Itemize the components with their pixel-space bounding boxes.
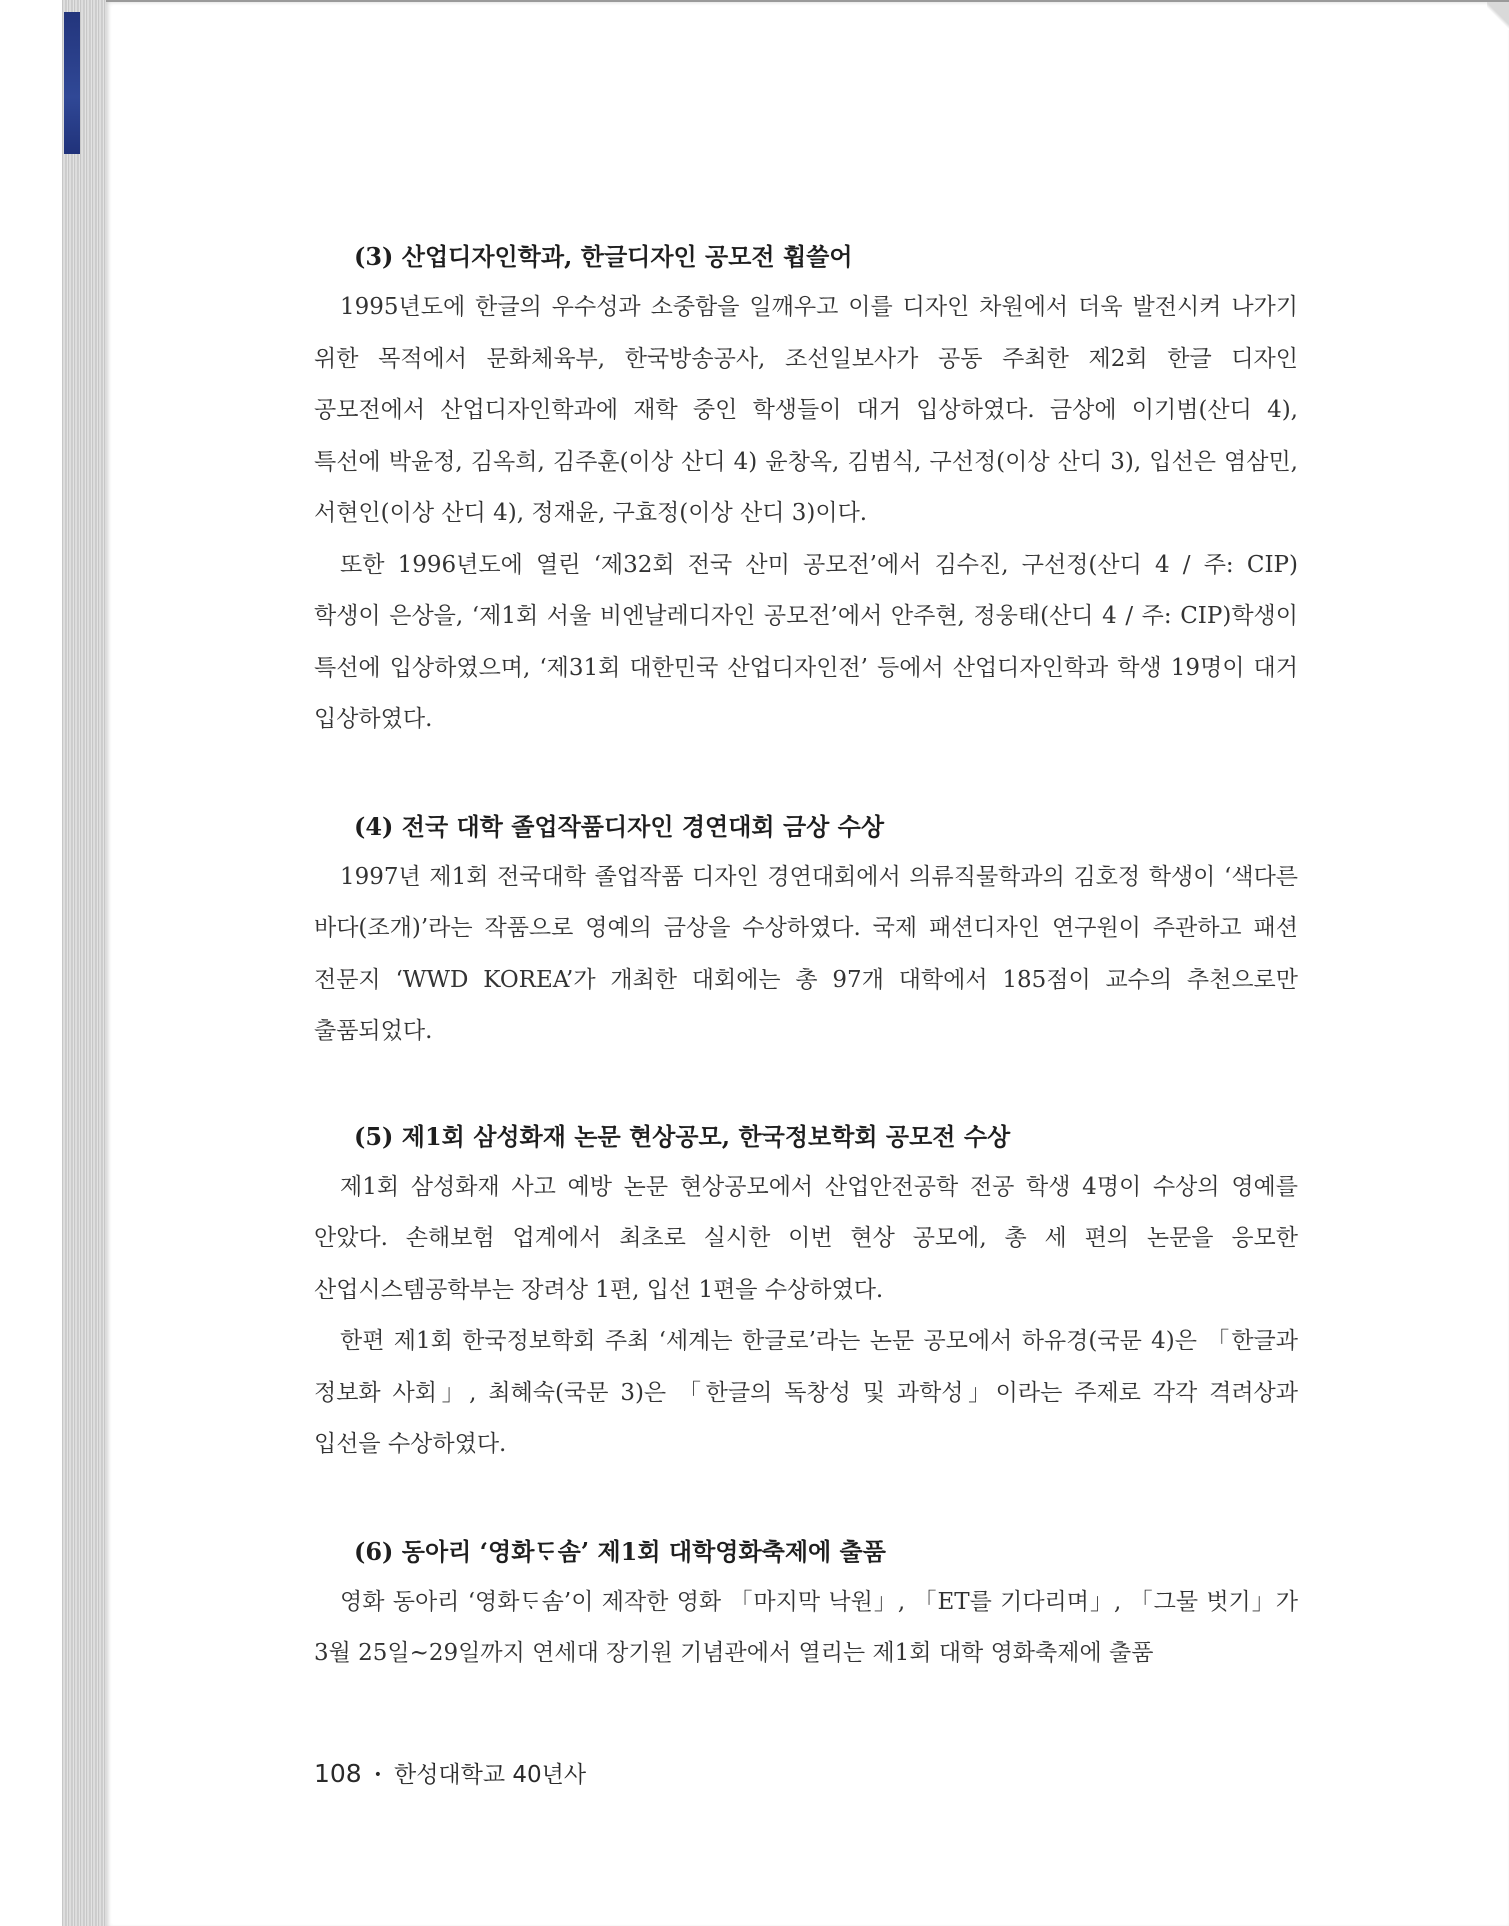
paragraph: 한편 제1회 한국정보학회 주최 ‘세계는 한글로’라는 논문 공모에서 하유경(국문 4)은 「한글과 정보화 사회」, 최혜숙(국문 3)은 「한글의 독창성 및 과학성」이라는 주제로 각각 격려상과 입선을 수상하였다. (314, 1328, 1298, 1457)
section-film-festival (314, 1527, 1298, 1680)
book-title: 한성대학교 40년사 (393, 1762, 587, 1788)
page-content (314, 232, 1298, 1680)
book-cover-edge (64, 12, 80, 154)
paragraph: 1995년도에 한글의 우수성과 소중함을 일깨우고 이를 디자인 차원에서 더욱 발전시켜 나가기 위한 목적에서 문화체육부, 한국방송공사, 조선일보사가 공동 주최한 제2회 한글 디자인 공모전에서 산업디자인학과에 재학 중인 학생들이 대거 입상하였다. 금상에 이기범(산디 4), 특선에 박윤정, 김옥희, 김주훈(이상 산디 4) 윤창옥, 김범식, 구선정(이상 산디 3), 입선은 염삼민, 서현인(이상 산디 4), 정재윤, 구효정(이상 산디 3)이다. (314, 294, 1298, 526)
section-thesis-contest-award (314, 1112, 1298, 1471)
footer-bullet: • (373, 1767, 382, 1783)
section-graduation-design-award (314, 802, 1298, 1058)
paragraph: 1997년 제1회 전국대학 졸업작품 디자인 경연대회에서 의류직물학과의 김호정 학생이 ‘색다른 바다(조개)’라는 작품으로 영예의 금상을 수상하였다. 국제 패션디자인 연구원이 주관하고 패션 전문지 ‘WWD KOREA’가 개최한 대회에는 총 97개 대학에서 185점이 교수의 추천으로만 출품되었다. (314, 863, 1298, 1044)
paragraph: 또한 1996년도에 열린 ‘제32회 전국 산미 공모전’에서 김수진, 구선정(산디 4 / 주: CIP) 학생이 은상을, ‘제1회 서울 비엔날레디자인 공모전’에서 안주현, 정웅태(산디 4 / 주: CIP)학생이 특선에 입상하였으며, ‘제31회 대한민국 산업디자인전’ 등에서 산업디자인학과 학생 19명이 대거 입상하였다. (314, 551, 1298, 732)
section-heading: (4) 전국 대학 졸업작품디자인 경연대회 금상 수상 (354, 811, 885, 841)
section-hangul-design-contest (314, 232, 1298, 746)
page-number: 108 (314, 1759, 362, 1788)
paragraph: 제1회 삼성화재 사고 예방 논문 현상공모에서 산업안전공학 전공 학생 4명이 수상의 영예를 안았다. 손해보험 업계에서 최초로 실시한 이번 현상 공모에, 총 세 편의 논문을 응모한 산업시스템공학부는 장려상 1편, 입선 1편을 수상하였다. (314, 1173, 1298, 1303)
section-heading: (5) 제1회 삼성화재 논문 현상공모, 한국정보학회 공모전 수상 (354, 1121, 1011, 1151)
section-heading: (6) 동아리 ‘영화ᄃᆞ솜’ 제1회 대학영화축제에 출품 (354, 1536, 886, 1566)
page-footer (314, 1756, 586, 1789)
paragraph: 영화 동아리 ‘영화ᄃᆞ솜’이 제작한 영화 「마지막 낙원」, 「ET를 기다리며」, 「그물 벗기」가 3월 25일~29일까지 연세대 장기원 기념관에서 열리는 제1회 대학 영화축제에 출품 (314, 1588, 1298, 1666)
book-page-edges (62, 0, 107, 1926)
section-heading: (3) 산업디자인학과, 한글디자인 공모전 휩쓸어 (354, 242, 853, 271)
